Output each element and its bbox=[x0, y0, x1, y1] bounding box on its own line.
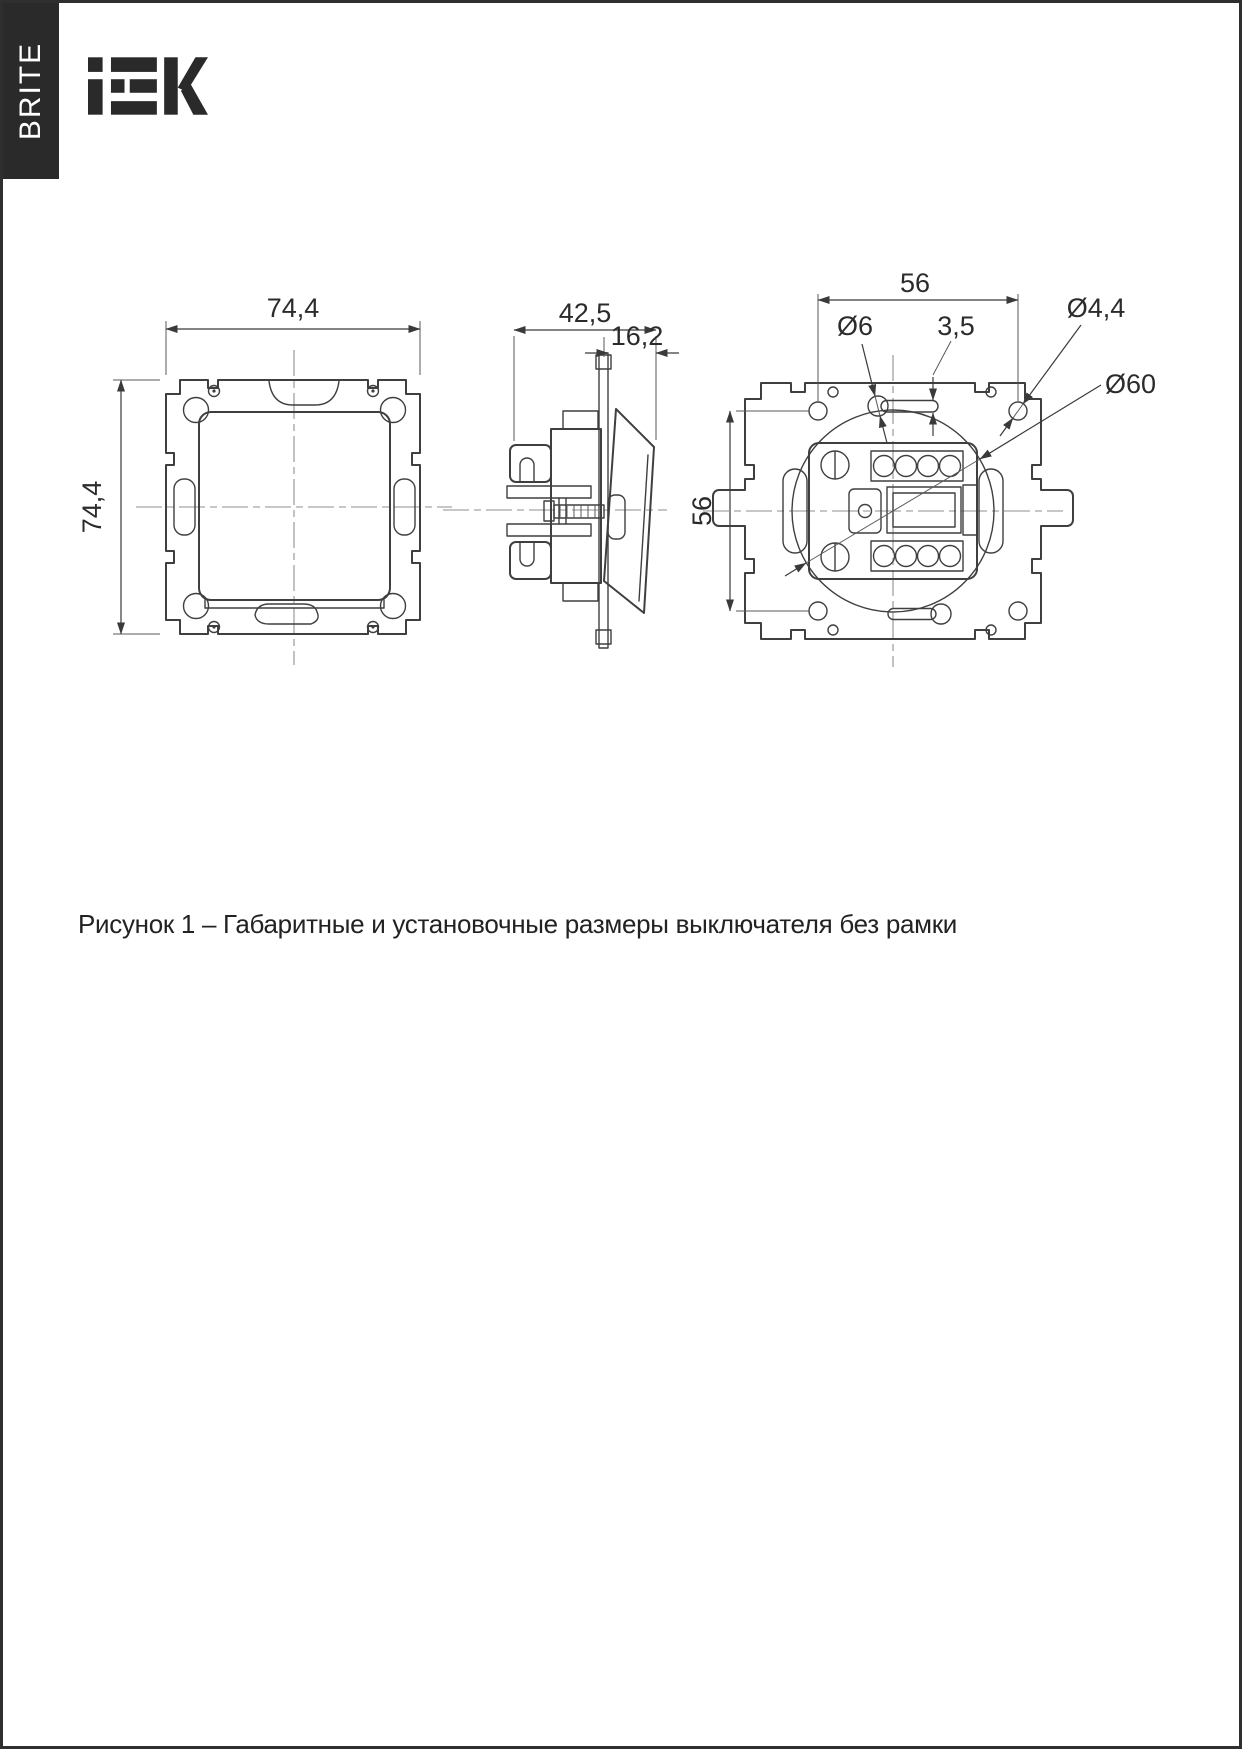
figure-caption: Рисунок 1 – Габаритные и установочные размеры выключателя без рамки bbox=[78, 909, 958, 939]
series-label: BRITE bbox=[14, 41, 48, 141]
rear-view bbox=[687, 268, 1156, 667]
dim-front-width: 74,4 bbox=[266, 293, 320, 323]
dim-rear-hole-spacing-h: 56 bbox=[899, 268, 931, 298]
label-slot-width: 3,5 bbox=[937, 311, 975, 341]
dim-side-overall-depth: 42,5 bbox=[558, 298, 612, 328]
label-keyhole-diameter: Ø6 bbox=[836, 311, 874, 341]
label-circle-diameter: Ø60 bbox=[1105, 369, 1157, 399]
dim-front-height: 74,4 bbox=[77, 480, 107, 534]
side-view bbox=[443, 298, 679, 648]
figure-drawing bbox=[3, 3, 1242, 1749]
label-hole-diameter: Ø4,4 bbox=[1066, 293, 1126, 323]
front-view bbox=[77, 293, 452, 665]
dim-rear-hole-spacing-v: 56 bbox=[687, 495, 717, 527]
dim-side-mounted-depth: 16,2 bbox=[610, 321, 664, 351]
